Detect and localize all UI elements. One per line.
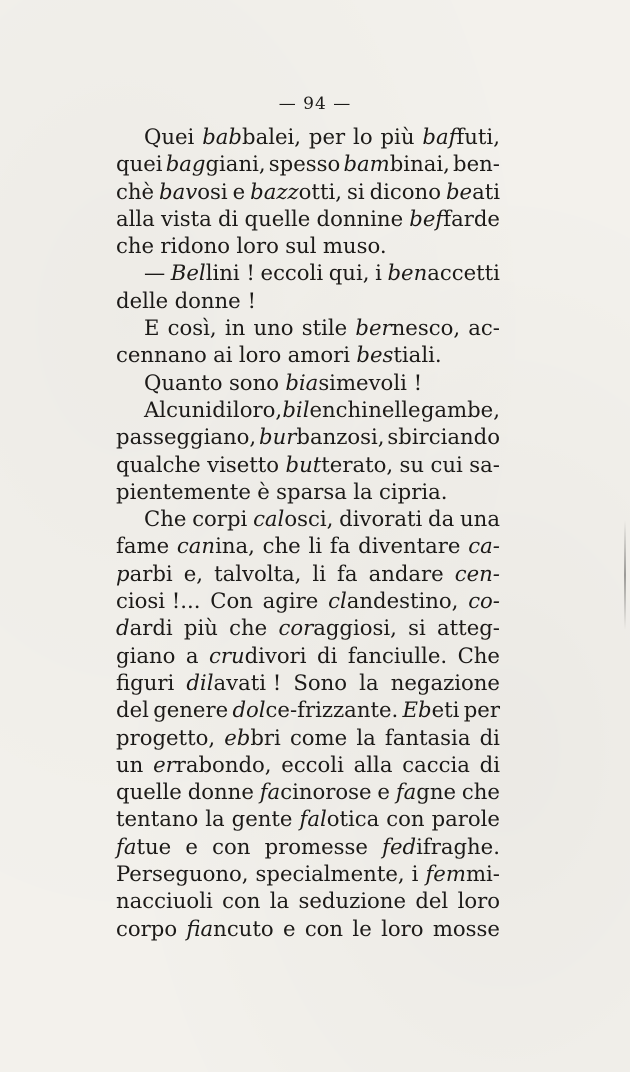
- word: dicono: [369, 178, 441, 204]
- word: [202, 123, 301, 150]
- word: eccoli: [260, 260, 324, 286]
- word: loro: [238, 342, 282, 368]
- word: sparsa: [276, 478, 347, 504]
- text-line: [116, 915, 500, 942]
- word: [286, 451, 394, 478]
- word: [382, 833, 500, 860]
- word: fanciulle.: [347, 642, 448, 668]
- word-rest: gne: [416, 779, 457, 805]
- word: caccia: [402, 751, 470, 777]
- italic-prefix: cen-: [454, 560, 500, 586]
- word: la: [205, 806, 225, 832]
- italic-prefix: bazz: [250, 178, 299, 204]
- word: quelle: [244, 205, 311, 231]
- word: fa: [329, 533, 351, 559]
- italic-prefix: bef: [409, 205, 444, 231]
- word: stile: [301, 315, 348, 341]
- text-line: [116, 178, 500, 205]
- word: progetto,: [116, 724, 216, 750]
- word: Quei: [144, 124, 195, 149]
- word: ridono: [160, 233, 231, 259]
- word: delle: [116, 287, 169, 313]
- word: [116, 833, 171, 860]
- word-rest: terato,: [321, 451, 394, 477]
- italic-prefix: ca-: [468, 533, 500, 559]
- word: [468, 532, 500, 559]
- word: che: [461, 779, 500, 805]
- word: di: [317, 642, 338, 668]
- word: talvolta,: [214, 560, 302, 586]
- text-line: [116, 778, 500, 805]
- word: loro: [236, 233, 279, 259]
- word: Con: [210, 588, 253, 614]
- word: [396, 778, 456, 805]
- word: ai: [213, 342, 233, 368]
- italic-prefix: fal: [299, 806, 327, 832]
- word: sono: [228, 369, 279, 395]
- word-rest: eti: [431, 697, 460, 723]
- text-line: [116, 259, 500, 286]
- word: e,: [183, 560, 204, 586]
- text-line: [116, 232, 500, 259]
- word: E: [144, 315, 160, 341]
- word: [387, 259, 499, 286]
- text-line: [116, 451, 500, 478]
- word: con: [222, 888, 261, 914]
- word-rest: nesco,: [391, 315, 461, 341]
- italic-prefix: fed: [382, 833, 417, 859]
- word: di: [217, 205, 239, 231]
- word: Perseguono,: [116, 861, 249, 887]
- word: loro,: [232, 396, 283, 422]
- word: —: [144, 260, 166, 286]
- word-rest: balei,: [242, 124, 302, 149]
- italic-prefix: bav: [159, 178, 198, 204]
- text-line: [116, 532, 500, 559]
- italic-prefix: fem: [425, 861, 466, 887]
- word: negazione: [390, 669, 500, 695]
- italic-prefix: cl: [328, 588, 347, 614]
- word: [232, 696, 398, 723]
- italic-prefix: dil: [186, 669, 214, 695]
- text-line: [116, 396, 500, 423]
- word: che: [262, 533, 301, 559]
- word-rest: avati !: [213, 669, 282, 695]
- word: una: [460, 506, 500, 532]
- text-line: [116, 123, 500, 150]
- text-line: [116, 341, 500, 368]
- word: visetto: [207, 451, 280, 477]
- italic-prefix: eb: [224, 724, 251, 750]
- italic-prefix: Eb: [402, 697, 432, 723]
- text-line: [116, 724, 500, 751]
- word: donnine: [316, 205, 404, 231]
- word-rest: aggiosi,: [313, 615, 397, 641]
- word: più: [380, 124, 415, 149]
- word: la: [353, 478, 373, 504]
- text-line: [116, 287, 500, 314]
- italic-prefix: bia: [285, 369, 319, 395]
- word: corpi: [192, 506, 248, 532]
- word-rest: tiali.: [393, 342, 442, 368]
- word: promesse: [264, 833, 368, 859]
- word: con: [212, 833, 251, 859]
- word: sbirciando: [387, 424, 500, 450]
- italic-prefix: fa: [259, 779, 281, 805]
- word: i: [375, 260, 382, 286]
- word: su: [399, 451, 425, 477]
- text-line: [116, 887, 500, 914]
- word: [259, 423, 385, 450]
- word: [186, 669, 281, 696]
- word: Alcuni: [144, 396, 213, 422]
- word-rest: bri: [250, 724, 281, 750]
- word: corpo: [116, 915, 178, 941]
- word: Che: [144, 506, 187, 532]
- word: quelle: [116, 779, 182, 805]
- word-rest: banzosi,: [296, 424, 385, 450]
- word: [159, 178, 228, 205]
- word: specialmente,: [255, 861, 405, 887]
- word: e: [232, 178, 246, 204]
- word: li: [308, 533, 323, 559]
- word-rest: farde: [443, 205, 500, 231]
- word: donne !: [174, 287, 256, 313]
- word: [446, 178, 500, 205]
- word: [250, 178, 342, 205]
- word: più: [183, 615, 218, 641]
- word: atteg-: [437, 615, 500, 641]
- word: del: [415, 888, 449, 914]
- word-rest: giani,: [205, 151, 266, 177]
- word: muso.: [322, 233, 387, 259]
- italic-prefix: bag: [165, 151, 206, 177]
- text-line: [116, 205, 500, 232]
- word: agire: [262, 588, 319, 614]
- word: Sono: [293, 669, 348, 695]
- word-rest: ifraghe.: [416, 833, 500, 859]
- word: loro: [381, 915, 424, 941]
- word: ac-: [468, 315, 500, 341]
- word: con: [304, 915, 344, 941]
- word: alla: [116, 205, 155, 231]
- word: chè: [116, 178, 155, 204]
- word: [343, 150, 449, 177]
- italic-prefix: d: [116, 615, 130, 641]
- italic-prefix: co-: [468, 588, 500, 614]
- word: vista: [161, 205, 212, 231]
- word-rest: ati: [472, 178, 500, 204]
- italic-prefix: er: [153, 751, 176, 777]
- word-rest: mi-: [465, 861, 500, 887]
- word: uno: [253, 315, 294, 341]
- italic-prefix: fa: [395, 779, 417, 805]
- text-line: [116, 614, 500, 641]
- word: Che: [457, 642, 500, 668]
- text-line: [116, 642, 500, 669]
- word: e: [185, 833, 198, 859]
- italic-prefix: bil: [282, 396, 310, 422]
- word: divorati: [339, 506, 423, 532]
- word: mosse: [432, 915, 500, 941]
- text-line: [116, 369, 500, 396]
- italic-prefix: fia: [186, 915, 214, 941]
- word: [278, 614, 396, 641]
- word: tentano: [116, 806, 199, 832]
- word-rest: arbi: [129, 560, 173, 586]
- word-rest: ncuto: [213, 915, 274, 941]
- word-rest: rabondo,: [175, 751, 272, 777]
- word: diventare: [358, 533, 461, 559]
- word: un: [116, 751, 144, 777]
- word: [403, 696, 460, 723]
- word-rest: lini !: [205, 260, 255, 286]
- word-rest: osci,: [284, 506, 334, 532]
- word: [166, 150, 266, 177]
- word: che: [116, 233, 155, 259]
- word: [253, 505, 333, 532]
- word: parole: [431, 806, 500, 832]
- word-rest: enchi: [309, 396, 368, 422]
- word: [328, 587, 458, 614]
- word: [425, 860, 500, 887]
- word: amori: [287, 342, 351, 368]
- word: [282, 396, 368, 423]
- word-rest: osi: [197, 178, 228, 204]
- italic-prefix: cru: [208, 642, 245, 668]
- text-line: [116, 751, 500, 778]
- word-rest: tue: [136, 833, 172, 859]
- word: che: [229, 615, 268, 641]
- word: figuri: [116, 669, 175, 695]
- page-edge-shadow: [624, 520, 626, 630]
- word: cipria.: [379, 478, 448, 504]
- word: eccoli: [281, 751, 344, 777]
- word: li: [312, 560, 326, 586]
- word: [356, 341, 441, 368]
- italic-prefix: Bel: [170, 260, 206, 286]
- word: qui,: [328, 260, 370, 286]
- text-line: [116, 150, 500, 177]
- text-line: [116, 478, 500, 505]
- word: per: [308, 124, 346, 149]
- word: si: [346, 178, 365, 204]
- italic-prefix: bab: [202, 124, 242, 149]
- word-rest: futi,: [456, 124, 500, 149]
- word: con: [386, 806, 425, 832]
- word: di: [479, 751, 500, 777]
- text-line: [116, 860, 500, 887]
- word: sul: [285, 233, 317, 259]
- word: del: [116, 697, 149, 723]
- word: [153, 751, 271, 778]
- text-line: [116, 314, 500, 341]
- word: [186, 915, 273, 942]
- text-line: [116, 696, 500, 723]
- text-line: [116, 423, 500, 450]
- word: fa: [337, 560, 358, 586]
- text-line: [116, 833, 500, 860]
- word: [355, 314, 460, 341]
- word: in: [224, 315, 246, 341]
- word: donne: [187, 779, 254, 805]
- word-rest: ina,: [215, 533, 255, 559]
- italic-prefix: be: [445, 178, 473, 204]
- word: i: [411, 861, 419, 887]
- word: e: [377, 779, 390, 805]
- word-rest: accetti: [427, 260, 500, 286]
- word: da: [428, 506, 455, 532]
- word: di: [212, 396, 233, 422]
- word: seduzione: [298, 888, 406, 914]
- word: [177, 532, 255, 559]
- word-rest: simevoli !: [318, 369, 423, 395]
- italic-prefix: can: [176, 533, 216, 559]
- word: lo: [353, 124, 373, 149]
- word: come: [289, 724, 348, 750]
- word: andare: [368, 560, 444, 586]
- text-line: [116, 587, 500, 614]
- word: [422, 123, 500, 150]
- page-number: — 94 —: [278, 94, 352, 114]
- word: le: [352, 915, 372, 941]
- text-line: [116, 669, 500, 696]
- word: quei: [116, 151, 163, 177]
- word: [209, 642, 307, 669]
- word: [455, 560, 500, 587]
- word: [409, 205, 500, 232]
- word-rest: binai,: [389, 151, 450, 177]
- word: di: [479, 724, 500, 750]
- word: così,: [167, 315, 217, 341]
- word: alla: [353, 751, 393, 777]
- text-line: [116, 805, 500, 832]
- word: nacciuoli: [116, 888, 213, 914]
- word: la: [359, 669, 379, 695]
- word: [116, 614, 173, 641]
- word: è: [257, 478, 270, 504]
- body-text: [116, 123, 500, 942]
- italic-prefix: cor: [278, 615, 314, 641]
- word: giano: [116, 642, 176, 668]
- word: fame: [116, 533, 170, 559]
- word: cui: [430, 451, 463, 477]
- italic-prefix: fa: [116, 833, 137, 859]
- word: [299, 805, 379, 832]
- word: [285, 369, 422, 396]
- word: si: [408, 615, 426, 641]
- italic-prefix: baf: [422, 124, 457, 149]
- italic-prefix: bur: [259, 424, 297, 450]
- word-rest: otica: [326, 806, 380, 832]
- word: Quanto: [144, 369, 223, 395]
- word: loro: [457, 888, 500, 914]
- word-rest: divori: [244, 642, 307, 668]
- italic-prefix: but: [285, 451, 322, 477]
- italic-prefix: ben: [387, 260, 428, 286]
- word-rest: andestino,: [346, 588, 459, 614]
- word: ben-: [453, 151, 500, 177]
- text-line: [116, 560, 500, 587]
- word: [468, 587, 500, 614]
- word-rest: cinorose: [280, 779, 372, 805]
- word: [116, 560, 173, 587]
- italic-prefix: bes: [356, 342, 394, 368]
- word: la: [269, 888, 290, 914]
- word-rest: otti,: [298, 178, 342, 204]
- word: qualche: [116, 451, 201, 477]
- italic-prefix: cal: [253, 506, 285, 532]
- word: pientemente: [116, 478, 251, 504]
- word: per: [463, 697, 500, 723]
- word: la: [356, 724, 376, 750]
- word: [224, 724, 281, 751]
- italic-prefix: dol: [232, 697, 266, 723]
- word: a: [185, 642, 199, 668]
- word: gente: [231, 806, 293, 832]
- word: [260, 778, 372, 805]
- word: nelle: [368, 396, 421, 422]
- word-rest: ardi: [129, 615, 173, 641]
- word: ciosi !...: [116, 588, 201, 614]
- word: sa-: [469, 451, 500, 477]
- italic-prefix: bam: [343, 151, 390, 177]
- word: passeggiano,: [116, 424, 257, 450]
- word: [171, 259, 255, 286]
- word: cennano: [116, 342, 207, 368]
- italic-prefix: ber: [355, 315, 392, 341]
- word: genere: [153, 697, 229, 723]
- word-rest: ce-frizzante.: [265, 697, 399, 723]
- word: spesso: [268, 151, 341, 177]
- word: gambe,: [420, 396, 500, 422]
- italic-prefix: p: [116, 560, 130, 586]
- word: fantasia: [384, 724, 471, 750]
- word: e: [282, 915, 296, 941]
- text-line: [116, 505, 500, 532]
